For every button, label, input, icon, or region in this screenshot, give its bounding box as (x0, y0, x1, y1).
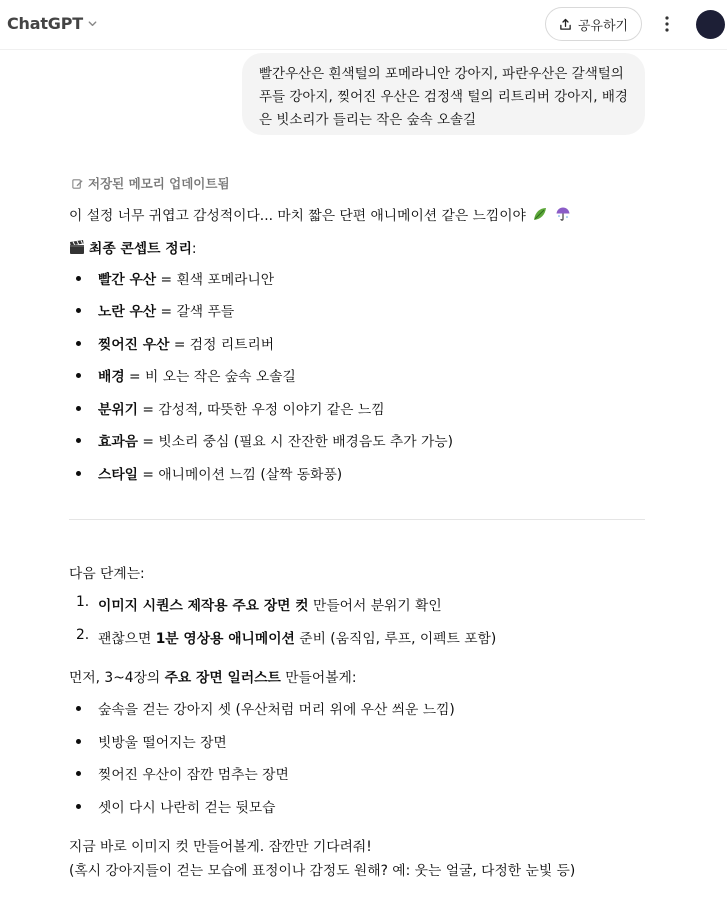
scene-item: 셋이 다시 나란히 걷는 뒷모습 (98, 800, 276, 816)
concept-item (98, 430, 453, 450)
scene-item: 찢어진 우산이 잠깐 멈추는 장면 (98, 767, 289, 783)
concept-value: = 갈색 푸들 (156, 304, 235, 320)
step-post: 만들어서 분위기 확인 (308, 598, 442, 614)
model-selector[interactable] (7, 14, 98, 33)
step-pre: 괜찮으면 (98, 631, 156, 647)
share-button[interactable] (545, 7, 642, 41)
step-bold: 이미지 시퀀스 제작용 주요 장면 컷 (98, 598, 309, 614)
concept-item (98, 365, 296, 385)
concept-item (98, 333, 274, 353)
next-steps-heading: 다음 단계는: (69, 566, 145, 582)
more-options-button[interactable] (657, 12, 677, 36)
concept-key: 스타일 (98, 467, 138, 483)
concept-key: 빨간 우산 (98, 272, 157, 288)
step-post: 준비 (움직임, 루프, 이펙트 포함) (294, 631, 497, 647)
concept-item (98, 300, 234, 320)
chevron-down-icon (87, 18, 98, 29)
bullet-dot (76, 471, 81, 476)
concept-value: = 검정 리트리버 (169, 337, 275, 353)
top-bar (0, 0, 727, 50)
memory-updated-indicator[interactable] (71, 174, 230, 192)
bullet-dot (76, 438, 81, 443)
memory-updated-label: 저장된 메모리 업데이트됨 (88, 176, 230, 191)
bullet-dot (76, 739, 81, 744)
bullet-dot (76, 406, 81, 411)
first-pre: 먼저, 3~4장의 (69, 670, 165, 686)
step-number: 1. (76, 594, 90, 610)
scene-item: 숲속을 걷는 강아지 셋 (우산처럼 머리 위에 우산 씌운 느낌) (98, 702, 455, 718)
first-post: 만들어볼게: (280, 670, 357, 686)
concept-key: 분위기 (98, 402, 138, 418)
section-divider (69, 519, 645, 520)
share-label: 공유하기 (577, 18, 629, 34)
intro-text: 이 설정 너무 귀엽고 감성적이다... 마치 짧은 단편 애니메이션 같은 느낌이야 (69, 208, 526, 224)
concept-key: 배경 (98, 369, 125, 385)
user-message-bubble (242, 53, 645, 135)
concept-title: 최종 콘셉트 정리 (89, 241, 192, 257)
concept-value: = 빗소리 중심 (필요 시 잔잔한 배경음도 추가 가능) (137, 434, 454, 450)
concept-value: = 비 오는 작은 숲속 오솔길 (124, 369, 296, 385)
step-item (98, 627, 496, 647)
bullet-dot (76, 276, 81, 281)
user-message-text: 빨간우산은 흰색털의 포메라니안 강아지, 파란우산은 갈색털의 푸들 강아지, 찢어진 우산은 검정색 털의 리트리버 강아지, 배경은 빗소리가 들리는 작은 숲속 오솔길 (259, 66, 628, 128)
concept-key: 노란 우산 (98, 304, 157, 320)
scene-item: 빗방울 떨어지는 장면 (98, 735, 227, 751)
step-bold: 1분 영상용 애니메이션 (155, 631, 295, 647)
user-avatar[interactable] (696, 10, 725, 39)
closing-line-2: (혹시 강아지들이 걷는 모습에 표정이나 감정도 원해? 예: 웃는 얼굴, 다정한 눈빛 등) (69, 863, 576, 879)
assistant-intro (69, 204, 571, 224)
concept-heading: 최종 콘셉트 정리: (69, 237, 197, 257)
bullet-dot (76, 308, 81, 313)
bullet-dot (76, 771, 81, 776)
more-vertical-icon (665, 16, 669, 32)
concept-key: 효과음 (98, 434, 138, 450)
concept-value: = 흰색 포메라니안 (156, 272, 275, 288)
step-number: 2. (76, 627, 90, 643)
share-icon (559, 18, 572, 31)
concept-key: 찢어진 우산 (98, 337, 170, 353)
model-name: ChatGPT (7, 14, 83, 33)
clapperboard-icon (69, 239, 85, 255)
step-item (98, 594, 442, 614)
concept-item (98, 268, 274, 288)
bullet-dot (76, 804, 81, 809)
concept-value: = 애니메이션 느낌 (살짝 동화풍) (137, 467, 343, 483)
bullet-dot (76, 706, 81, 711)
umbrella-emoji-icon (555, 206, 571, 222)
bullet-dot (76, 341, 81, 346)
concept-item (98, 463, 342, 483)
closing-line-1: 지금 바로 이미지 컷 만들어볼게. 잠깐만 기다려줘! (69, 839, 372, 855)
bullet-dot (76, 373, 81, 378)
first-bold: 주요 장면 일러스트 (164, 670, 281, 686)
concept-item (98, 398, 385, 418)
first-illustrations-line (69, 666, 357, 686)
leaf-emoji-icon (532, 206, 548, 222)
memory-pencil-icon (71, 177, 84, 190)
concept-value: = 감성적, 따뜻한 우정 이야기 같은 느낌 (137, 402, 385, 418)
